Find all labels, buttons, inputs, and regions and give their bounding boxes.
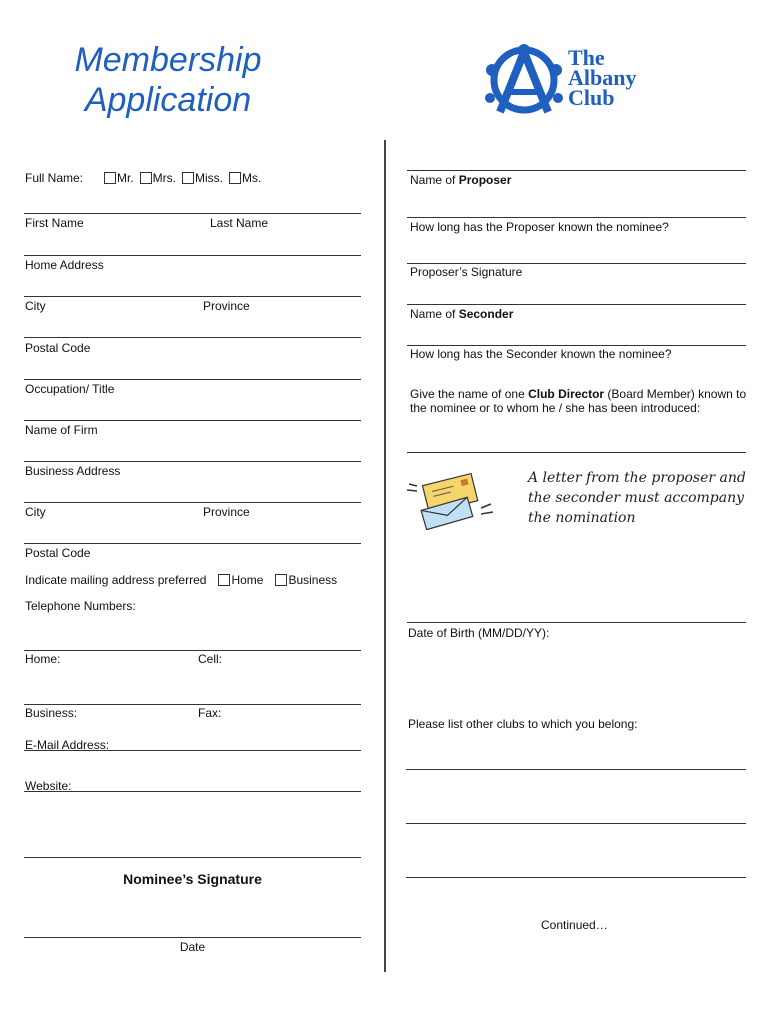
email-label: E-Mail Address: [25,738,110,752]
name-line[interactable] [24,255,361,256]
proposer-name-label: Name of Proposer [410,173,512,187]
last-name-label: Last Name [210,216,269,230]
other-clubs-line-3[interactable] [406,877,746,878]
mr-checkbox[interactable] [104,172,116,184]
page-title [48,40,288,120]
home-address-line[interactable] [24,296,361,297]
club-monogram-icon [478,42,570,118]
dob-label: Date of Birth (MM/DD/YY): [408,626,550,640]
home-cell-line[interactable] [24,704,361,705]
albany-club-logo [478,42,678,122]
logo-club: Club [568,85,615,110]
logo-albany: Albany [568,65,637,90]
other-clubs-line-2[interactable] [406,823,746,824]
letter-note: A letter from the proposer and the seconder must accompany the nomination [528,470,746,526]
proposer-top-line[interactable] [407,170,746,171]
home-address-label: Home Address [25,258,104,272]
date-line[interactable] [24,937,361,938]
full-name-line[interactable] [24,213,361,214]
other-clubs-label: Please list other clubs to which you belong: [408,717,638,731]
miss-checkbox[interactable] [182,172,194,184]
title-line-1: Membership [74,41,262,79]
first-name-label: First Name [25,216,84,230]
logo-the: The [568,45,605,70]
other-clubs-line-1[interactable] [406,769,746,770]
postal-code-label: Postal Code [25,341,91,355]
envelopes-icon [405,470,495,530]
business-address-line[interactable] [24,502,361,503]
signature-line[interactable] [24,857,361,858]
occupation-line[interactable] [24,420,361,421]
proposer-name-line[interactable] [407,217,746,218]
mailing-business-option[interactable]: Business [275,573,337,587]
continued-label: Continued… [541,918,608,932]
telephone-label: Telephone Numbers: [25,599,136,613]
salutation-options [104,171,267,185]
business-city-line[interactable] [24,543,361,544]
cell-phone-label: Cell: [198,652,223,666]
salutation-mrs[interactable]: Mrs. [140,171,176,185]
city-label: City [25,299,46,313]
postal-code-line[interactable] [24,379,361,380]
home-phone-label: Home: [25,652,61,666]
proposer-signature-line[interactable] [407,304,746,305]
mailing-home-option[interactable]: Home [218,573,263,587]
city-line[interactable] [24,337,361,338]
business-phone-label: Business: [25,706,78,720]
club-director-label: Give the name of one Club Director (Board Member) known to the nominee or to whom he / she has been introduced: [410,387,747,415]
ms-checkbox[interactable] [229,172,241,184]
mrs-checkbox[interactable] [140,172,152,184]
salutation-ms[interactable]: Ms. [229,171,261,185]
fax-label: Fax: [198,706,222,720]
mailing-preference [25,573,343,587]
firm-line[interactable] [24,461,361,462]
title-line-2: Application [84,81,252,119]
business-province-label: Province [203,505,250,519]
website-line[interactable] [24,791,361,792]
website-label: Website: [25,779,72,793]
seconder-name-label: Name of Seconder [410,307,514,321]
mailing-business-checkbox[interactable] [275,574,287,586]
business-city-label: City [25,505,46,519]
date-label: Date [179,940,206,954]
mailing-label: Indicate mailing address preferred [25,573,207,587]
province-label: Province [203,299,250,313]
salutation-mr[interactable]: Mr. [104,171,134,185]
full-name-label: Full Name: [25,171,84,185]
proposer-signature-label: Proposer’s Signature [410,265,523,279]
firm-label: Name of Firm [25,423,98,437]
club-director-line[interactable] [407,452,746,453]
proposer-known-label: How long has the Proposer known the nominee? [410,220,669,234]
dob-top-line[interactable] [407,622,746,623]
email-line[interactable] [24,750,361,751]
phones-line[interactable] [24,650,361,651]
business-address-label: Business Address [25,464,121,478]
seconder-known-label: How long has the Seconder known the nominee? [410,347,672,361]
column-divider [384,140,386,972]
proposer-known-line[interactable] [407,263,746,264]
business-postal-label: Postal Code [25,546,91,560]
occupation-label: Occupation/ Title [25,382,115,396]
mailing-home-checkbox[interactable] [218,574,230,586]
salutation-miss[interactable]: Miss. [182,171,223,185]
nominee-signature-label: Nominee’s Signature [123,871,262,887]
seconder-name-line[interactable] [407,345,746,346]
